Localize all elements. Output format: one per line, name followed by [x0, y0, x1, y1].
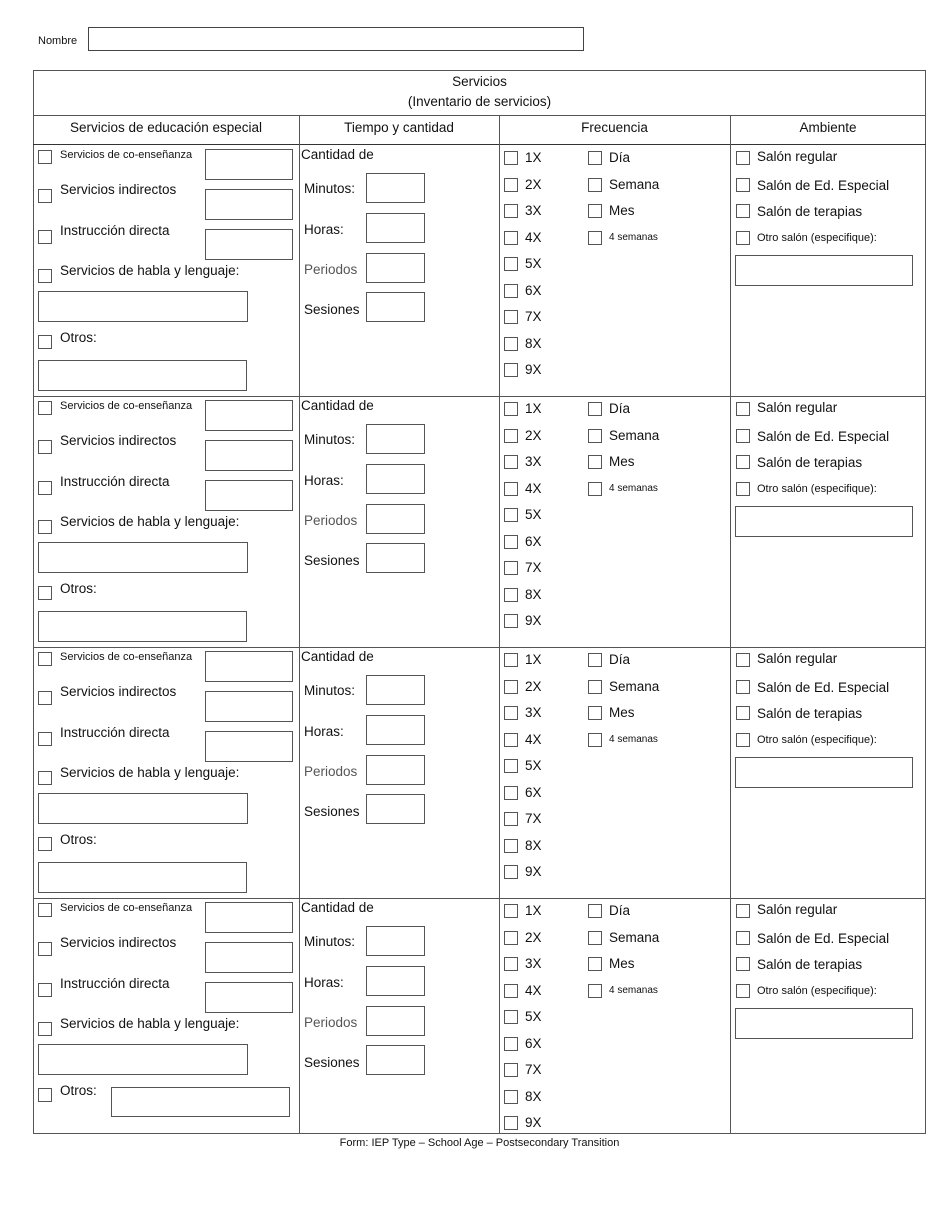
- frequency-8x-checkbox[interactable]: [504, 1090, 518, 1104]
- frequency-9x-label: 9X: [525, 1115, 542, 1130]
- periods-input[interactable]: [366, 253, 425, 283]
- form-footer: Form: IEP Type – School Age – Postsecondary Transition: [339, 1137, 620, 1149]
- env-regular-label: Salón regular: [757, 651, 838, 666]
- indirect-services-input[interactable]: [205, 440, 293, 471]
- env-other-label: Otro salón (especifique):: [757, 232, 877, 244]
- direct-instruction-checkbox[interactable]: [38, 230, 52, 244]
- frequency-9x-label: 9X: [525, 864, 542, 879]
- frequency-1x-label: 1X: [525, 150, 542, 165]
- column-header-time: Tiempo y cantidad: [344, 120, 454, 135]
- other-services-input[interactable]: [38, 611, 247, 642]
- indirect-services-checkbox[interactable]: [38, 691, 52, 705]
- frequency-1x-label: 1X: [525, 903, 542, 918]
- frequency-unit-day-label: Día: [609, 401, 631, 416]
- frequency-unit-four-weeks-label: 4 semanas: [609, 482, 658, 494]
- env-therapy-label: Salón de terapias: [757, 204, 863, 219]
- frequency-2x-label: 2X: [525, 929, 542, 945]
- env-special-checkbox[interactable]: [736, 178, 750, 192]
- frequency-unit-week-checkbox[interactable]: [588, 931, 602, 945]
- coteaching-input[interactable]: [205, 400, 293, 431]
- env-regular-label: Salón regular: [757, 149, 838, 164]
- other-services-label: Otros:: [60, 1083, 97, 1098]
- frequency-unit-four-weeks-label: 4 semanas: [609, 733, 658, 745]
- hours-input[interactable]: [366, 464, 425, 494]
- sessions-input[interactable]: [366, 543, 425, 573]
- frequency-9x-checkbox[interactable]: [504, 363, 518, 377]
- speech-language-label: Servicios de habla y lenguaje:: [60, 765, 240, 780]
- frequency-4x-checkbox[interactable]: [504, 231, 518, 245]
- speech-language-input[interactable]: [38, 291, 248, 322]
- env-regular-checkbox[interactable]: [736, 653, 750, 667]
- env-regular-label: Salón regular: [757, 902, 838, 917]
- frequency-3x-checkbox[interactable]: [504, 957, 518, 971]
- env-special-checkbox[interactable]: [736, 429, 750, 443]
- env-other-checkbox[interactable]: [736, 984, 750, 998]
- minutes-input[interactable]: [366, 424, 425, 454]
- frequency-7x-label: 7X: [525, 309, 542, 324]
- coteaching-checkbox[interactable]: [38, 401, 52, 415]
- speech-language-checkbox[interactable]: [38, 771, 52, 785]
- coteaching-label: Servicios de co-enseñanza: [60, 902, 193, 914]
- column-divider: [499, 115, 500, 1134]
- frequency-5x-label: 5X: [525, 758, 542, 773]
- frequency-6x-checkbox[interactable]: [504, 284, 518, 298]
- speech-language-checkbox[interactable]: [38, 269, 52, 283]
- indirect-services-input[interactable]: [205, 942, 293, 973]
- periods-label: Periodos: [304, 262, 358, 277]
- frequency-1x-checkbox[interactable]: [504, 151, 518, 165]
- periods-label: Periodos: [304, 513, 358, 528]
- periods-label: Periodos: [304, 1015, 358, 1030]
- frequency-6x-checkbox[interactable]: [504, 1037, 518, 1051]
- direct-instruction-checkbox[interactable]: [38, 481, 52, 495]
- frequency-1x-checkbox[interactable]: [504, 402, 518, 416]
- frequency-unit-day-label: Día: [609, 903, 631, 918]
- indirect-services-label: Servicios indirectos: [60, 684, 177, 699]
- frequency-9x-checkbox[interactable]: [504, 1116, 518, 1130]
- indirect-services-input[interactable]: [205, 189, 293, 220]
- frequency-5x-label: 5X: [525, 1009, 542, 1024]
- frequency-unit-day-checkbox[interactable]: [588, 904, 602, 918]
- env-therapy-checkbox[interactable]: [736, 706, 750, 720]
- frequency-2x-checkbox[interactable]: [504, 429, 518, 443]
- speech-language-checkbox[interactable]: [38, 1022, 52, 1036]
- env-regular-checkbox[interactable]: [736, 151, 750, 165]
- speech-language-label: Servicios de habla y lenguaje:: [60, 1016, 240, 1031]
- other-services-checkbox[interactable]: [38, 335, 52, 349]
- frequency-1x-checkbox[interactable]: [504, 904, 518, 918]
- frequency-4x-checkbox[interactable]: [504, 984, 518, 998]
- frequency-9x-checkbox[interactable]: [504, 614, 518, 628]
- frequency-2x-checkbox[interactable]: [504, 178, 518, 192]
- speech-language-label: Servicios de habla y lenguaje:: [60, 514, 240, 529]
- frequency-1x-checkbox[interactable]: [504, 653, 518, 667]
- coteaching-checkbox[interactable]: [38, 150, 52, 164]
- frequency-3x-checkbox[interactable]: [504, 455, 518, 469]
- frequency-2x-checkbox[interactable]: [504, 931, 518, 945]
- frequency-8x-checkbox[interactable]: [504, 588, 518, 602]
- env-other-input[interactable]: [735, 506, 913, 537]
- periods-input[interactable]: [366, 1006, 425, 1036]
- indirect-services-checkbox[interactable]: [38, 440, 52, 454]
- frequency-8x-label: 8X: [525, 335, 542, 351]
- other-services-label: Otros:: [60, 832, 97, 847]
- frequency-7x-checkbox[interactable]: [504, 812, 518, 826]
- time-amount-heading: Cantidad de: [301, 900, 374, 915]
- frequency-unit-month-checkbox[interactable]: [588, 706, 602, 720]
- table-title: Servicios: [452, 74, 507, 89]
- env-special-label: Salón de Ed. Especial: [757, 429, 890, 444]
- frequency-unit-month-label: Mes: [609, 454, 635, 469]
- env-regular-label: Salón regular: [757, 400, 838, 415]
- direct-instruction-input[interactable]: [205, 480, 293, 511]
- coteaching-checkbox[interactable]: [38, 903, 52, 917]
- sessions-input[interactable]: [366, 794, 425, 824]
- time-amount-heading: Cantidad de: [301, 649, 374, 664]
- other-services-label: Otros:: [60, 581, 97, 596]
- frequency-7x-checkbox[interactable]: [504, 1063, 518, 1077]
- frequency-8x-label: 8X: [525, 586, 542, 602]
- frequency-5x-label: 5X: [525, 507, 542, 522]
- periods-label: Periodos: [304, 764, 358, 779]
- sessions-input[interactable]: [366, 292, 425, 322]
- frequency-9x-label: 9X: [525, 362, 542, 377]
- env-other-label: Otro salón (especifique):: [757, 985, 877, 997]
- periods-input[interactable]: [366, 755, 425, 785]
- frequency-3x-checkbox[interactable]: [504, 204, 518, 218]
- frequency-3x-label: 3X: [525, 203, 542, 218]
- env-therapy-label: Salón de terapias: [757, 957, 863, 972]
- minutes-label: Minutos:: [304, 683, 356, 698]
- coteaching-label: Servicios de co-enseñanza: [60, 400, 193, 412]
- frequency-2x-label: 2X: [525, 427, 542, 443]
- env-special-checkbox[interactable]: [736, 680, 750, 694]
- env-regular-checkbox[interactable]: [736, 904, 750, 918]
- env-therapy-checkbox[interactable]: [736, 957, 750, 971]
- direct-instruction-input[interactable]: [205, 229, 293, 260]
- frequency-6x-label: 6X: [525, 784, 542, 800]
- header-divider: [33, 115, 926, 116]
- frequency-6x-label: 6X: [525, 282, 542, 298]
- minutes-input[interactable]: [366, 173, 425, 203]
- frequency-unit-day-label: Día: [609, 150, 631, 165]
- other-services-checkbox[interactable]: [38, 837, 52, 851]
- frequency-6x-label: 6X: [525, 1035, 542, 1051]
- coteaching-label: Servicios de co-enseñanza: [60, 149, 193, 161]
- frequency-unit-four-weeks-label: 4 semanas: [609, 984, 658, 996]
- indirect-services-label: Servicios indirectos: [60, 935, 177, 950]
- column-header-environment: Ambiente: [799, 120, 857, 135]
- coteaching-checkbox[interactable]: [38, 652, 52, 666]
- env-other-input[interactable]: [735, 255, 913, 286]
- frequency-9x-label: 9X: [525, 613, 542, 628]
- frequency-unit-four-weeks-checkbox[interactable]: [588, 984, 602, 998]
- frequency-2x-label: 2X: [525, 176, 542, 192]
- coteaching-label: Servicios de co-enseñanza: [60, 651, 193, 663]
- other-services-input[interactable]: [111, 1087, 290, 1117]
- frequency-7x-label: 7X: [525, 560, 542, 575]
- frequency-3x-label: 3X: [525, 705, 542, 720]
- time-amount-heading: Cantidad de: [301, 147, 374, 162]
- speech-language-checkbox[interactable]: [38, 520, 52, 534]
- coteaching-input[interactable]: [205, 902, 293, 933]
- env-other-label: Otro salón (especifique):: [757, 734, 877, 746]
- frequency-5x-checkbox[interactable]: [504, 759, 518, 773]
- env-special-label: Salón de Ed. Especial: [757, 931, 890, 946]
- frequency-5x-checkbox[interactable]: [504, 508, 518, 522]
- other-services-checkbox[interactable]: [38, 1088, 52, 1102]
- direct-instruction-input[interactable]: [205, 982, 293, 1013]
- hours-input[interactable]: [366, 715, 425, 745]
- frequency-unit-week-checkbox[interactable]: [588, 429, 602, 443]
- frequency-unit-week-checkbox[interactable]: [588, 680, 602, 694]
- minutes-label: Minutos:: [304, 181, 356, 196]
- frequency-7x-label: 7X: [525, 1062, 542, 1077]
- env-therapy-checkbox[interactable]: [736, 455, 750, 469]
- env-other-label: Otro salón (especifique):: [757, 483, 877, 495]
- sessions-label: Sesiones: [304, 302, 360, 317]
- frequency-9x-checkbox[interactable]: [504, 865, 518, 879]
- coteaching-input[interactable]: [205, 651, 293, 682]
- hours-input[interactable]: [366, 966, 425, 996]
- name-input[interactable]: [88, 27, 584, 51]
- row-divider: [33, 898, 926, 899]
- frequency-unit-month-checkbox[interactable]: [588, 204, 602, 218]
- direct-instruction-checkbox[interactable]: [38, 983, 52, 997]
- frequency-8x-checkbox[interactable]: [504, 337, 518, 351]
- frequency-unit-month-label: Mes: [609, 203, 635, 218]
- frequency-6x-label: 6X: [525, 533, 542, 549]
- speech-language-input[interactable]: [38, 793, 248, 824]
- frequency-unit-day-label: Día: [609, 652, 631, 667]
- column-divider: [299, 115, 300, 1134]
- minutes-input[interactable]: [366, 675, 425, 705]
- direct-instruction-label: Instrucción directa: [60, 223, 170, 238]
- indirect-services-checkbox[interactable]: [38, 189, 52, 203]
- other-services-input[interactable]: [38, 360, 247, 391]
- hours-label: Horas:: [304, 975, 344, 990]
- env-special-label: Salón de Ed. Especial: [757, 178, 890, 193]
- indirect-services-label: Servicios indirectos: [60, 182, 177, 197]
- env-other-checkbox[interactable]: [736, 733, 750, 747]
- env-therapy-checkbox[interactable]: [736, 204, 750, 218]
- hours-input[interactable]: [366, 213, 425, 243]
- env-special-checkbox[interactable]: [736, 931, 750, 945]
- direct-instruction-checkbox[interactable]: [38, 732, 52, 746]
- direct-instruction-label: Instrucción directa: [60, 474, 170, 489]
- column-header-divider: [33, 144, 926, 145]
- sessions-label: Sesiones: [304, 553, 360, 568]
- env-other-checkbox[interactable]: [736, 231, 750, 245]
- other-services-label: Otros:: [60, 330, 97, 345]
- frequency-7x-label: 7X: [525, 811, 542, 826]
- frequency-unit-month-label: Mes: [609, 705, 635, 720]
- direct-instruction-input[interactable]: [205, 731, 293, 762]
- frequency-unit-four-weeks-checkbox[interactable]: [588, 482, 602, 496]
- frequency-unit-day-checkbox[interactable]: [588, 653, 602, 667]
- sessions-label: Sesiones: [304, 804, 360, 819]
- minutes-label: Minutos:: [304, 934, 356, 949]
- frequency-unit-week-checkbox[interactable]: [588, 178, 602, 192]
- frequency-8x-label: 8X: [525, 837, 542, 853]
- frequency-4x-label: 4X: [525, 480, 542, 496]
- frequency-1x-label: 1X: [525, 401, 542, 416]
- frequency-unit-four-weeks-checkbox[interactable]: [588, 733, 602, 747]
- speech-language-input[interactable]: [38, 1044, 248, 1075]
- column-header-frequency: Frecuencia: [581, 120, 648, 135]
- speech-language-input[interactable]: [38, 542, 248, 573]
- frequency-4x-checkbox[interactable]: [504, 733, 518, 747]
- frequency-unit-four-weeks-checkbox[interactable]: [588, 231, 602, 245]
- frequency-unit-month-checkbox[interactable]: [588, 455, 602, 469]
- hours-label: Horas:: [304, 222, 344, 237]
- sessions-input[interactable]: [366, 1045, 425, 1075]
- table-subtitle: (Inventario de servicios): [407, 94, 552, 109]
- frequency-6x-checkbox[interactable]: [504, 535, 518, 549]
- env-therapy-label: Salón de terapias: [757, 706, 863, 721]
- name-label: Nombre: [38, 35, 78, 47]
- frequency-1x-label: 1X: [525, 652, 542, 667]
- speech-language-label: Servicios de habla y lenguaje:: [60, 263, 240, 278]
- frequency-2x-label: 2X: [525, 678, 542, 694]
- frequency-3x-label: 3X: [525, 956, 542, 971]
- frequency-unit-four-weeks-label: 4 semanas: [609, 231, 658, 243]
- indirect-services-input[interactable]: [205, 691, 293, 722]
- other-services-input[interactable]: [38, 862, 247, 893]
- frequency-4x-checkbox[interactable]: [504, 482, 518, 496]
- minutes-label: Minutos:: [304, 432, 356, 447]
- frequency-2x-checkbox[interactable]: [504, 680, 518, 694]
- frequency-unit-week-label: Semana: [609, 427, 660, 443]
- direct-instruction-label: Instrucción directa: [60, 976, 170, 991]
- frequency-5x-label: 5X: [525, 256, 542, 271]
- hours-label: Horas:: [304, 473, 344, 488]
- frequency-unit-week-label: Semana: [609, 929, 660, 945]
- env-therapy-label: Salón de terapias: [757, 455, 863, 470]
- coteaching-input[interactable]: [205, 149, 293, 180]
- frequency-3x-label: 3X: [525, 454, 542, 469]
- frequency-6x-checkbox[interactable]: [504, 786, 518, 800]
- frequency-unit-week-label: Semana: [609, 176, 660, 192]
- row-divider: [33, 647, 926, 648]
- frequency-unit-day-checkbox[interactable]: [588, 151, 602, 165]
- row-divider: [33, 396, 926, 397]
- column-header-sped: Servicios de educación especial: [69, 120, 263, 135]
- frequency-8x-checkbox[interactable]: [504, 839, 518, 853]
- env-special-label: Salón de Ed. Especial: [757, 680, 890, 695]
- frequency-4x-label: 4X: [525, 229, 542, 245]
- direct-instruction-label: Instrucción directa: [60, 725, 170, 740]
- column-divider: [730, 115, 731, 1134]
- frequency-unit-day-checkbox[interactable]: [588, 402, 602, 416]
- frequency-5x-checkbox[interactable]: [504, 257, 518, 271]
- frequency-7x-checkbox[interactable]: [504, 561, 518, 575]
- frequency-unit-month-checkbox[interactable]: [588, 957, 602, 971]
- frequency-unit-week-label: Semana: [609, 678, 660, 694]
- indirect-services-checkbox[interactable]: [38, 942, 52, 956]
- frequency-8x-label: 8X: [525, 1088, 542, 1104]
- other-services-checkbox[interactable]: [38, 586, 52, 600]
- env-other-input[interactable]: [735, 1008, 913, 1039]
- frequency-3x-checkbox[interactable]: [504, 706, 518, 720]
- sessions-label: Sesiones: [304, 1055, 360, 1070]
- env-regular-checkbox[interactable]: [736, 402, 750, 416]
- minutes-input[interactable]: [366, 926, 425, 956]
- frequency-4x-label: 4X: [525, 731, 542, 747]
- frequency-7x-checkbox[interactable]: [504, 310, 518, 324]
- frequency-4x-label: 4X: [525, 982, 542, 998]
- frequency-unit-month-label: Mes: [609, 956, 635, 971]
- indirect-services-label: Servicios indirectos: [60, 433, 177, 448]
- env-other-input[interactable]: [735, 757, 913, 788]
- time-amount-heading: Cantidad de: [301, 398, 374, 413]
- periods-input[interactable]: [366, 504, 425, 534]
- hours-label: Horas:: [304, 724, 344, 739]
- frequency-5x-checkbox[interactable]: [504, 1010, 518, 1024]
- env-other-checkbox[interactable]: [736, 482, 750, 496]
